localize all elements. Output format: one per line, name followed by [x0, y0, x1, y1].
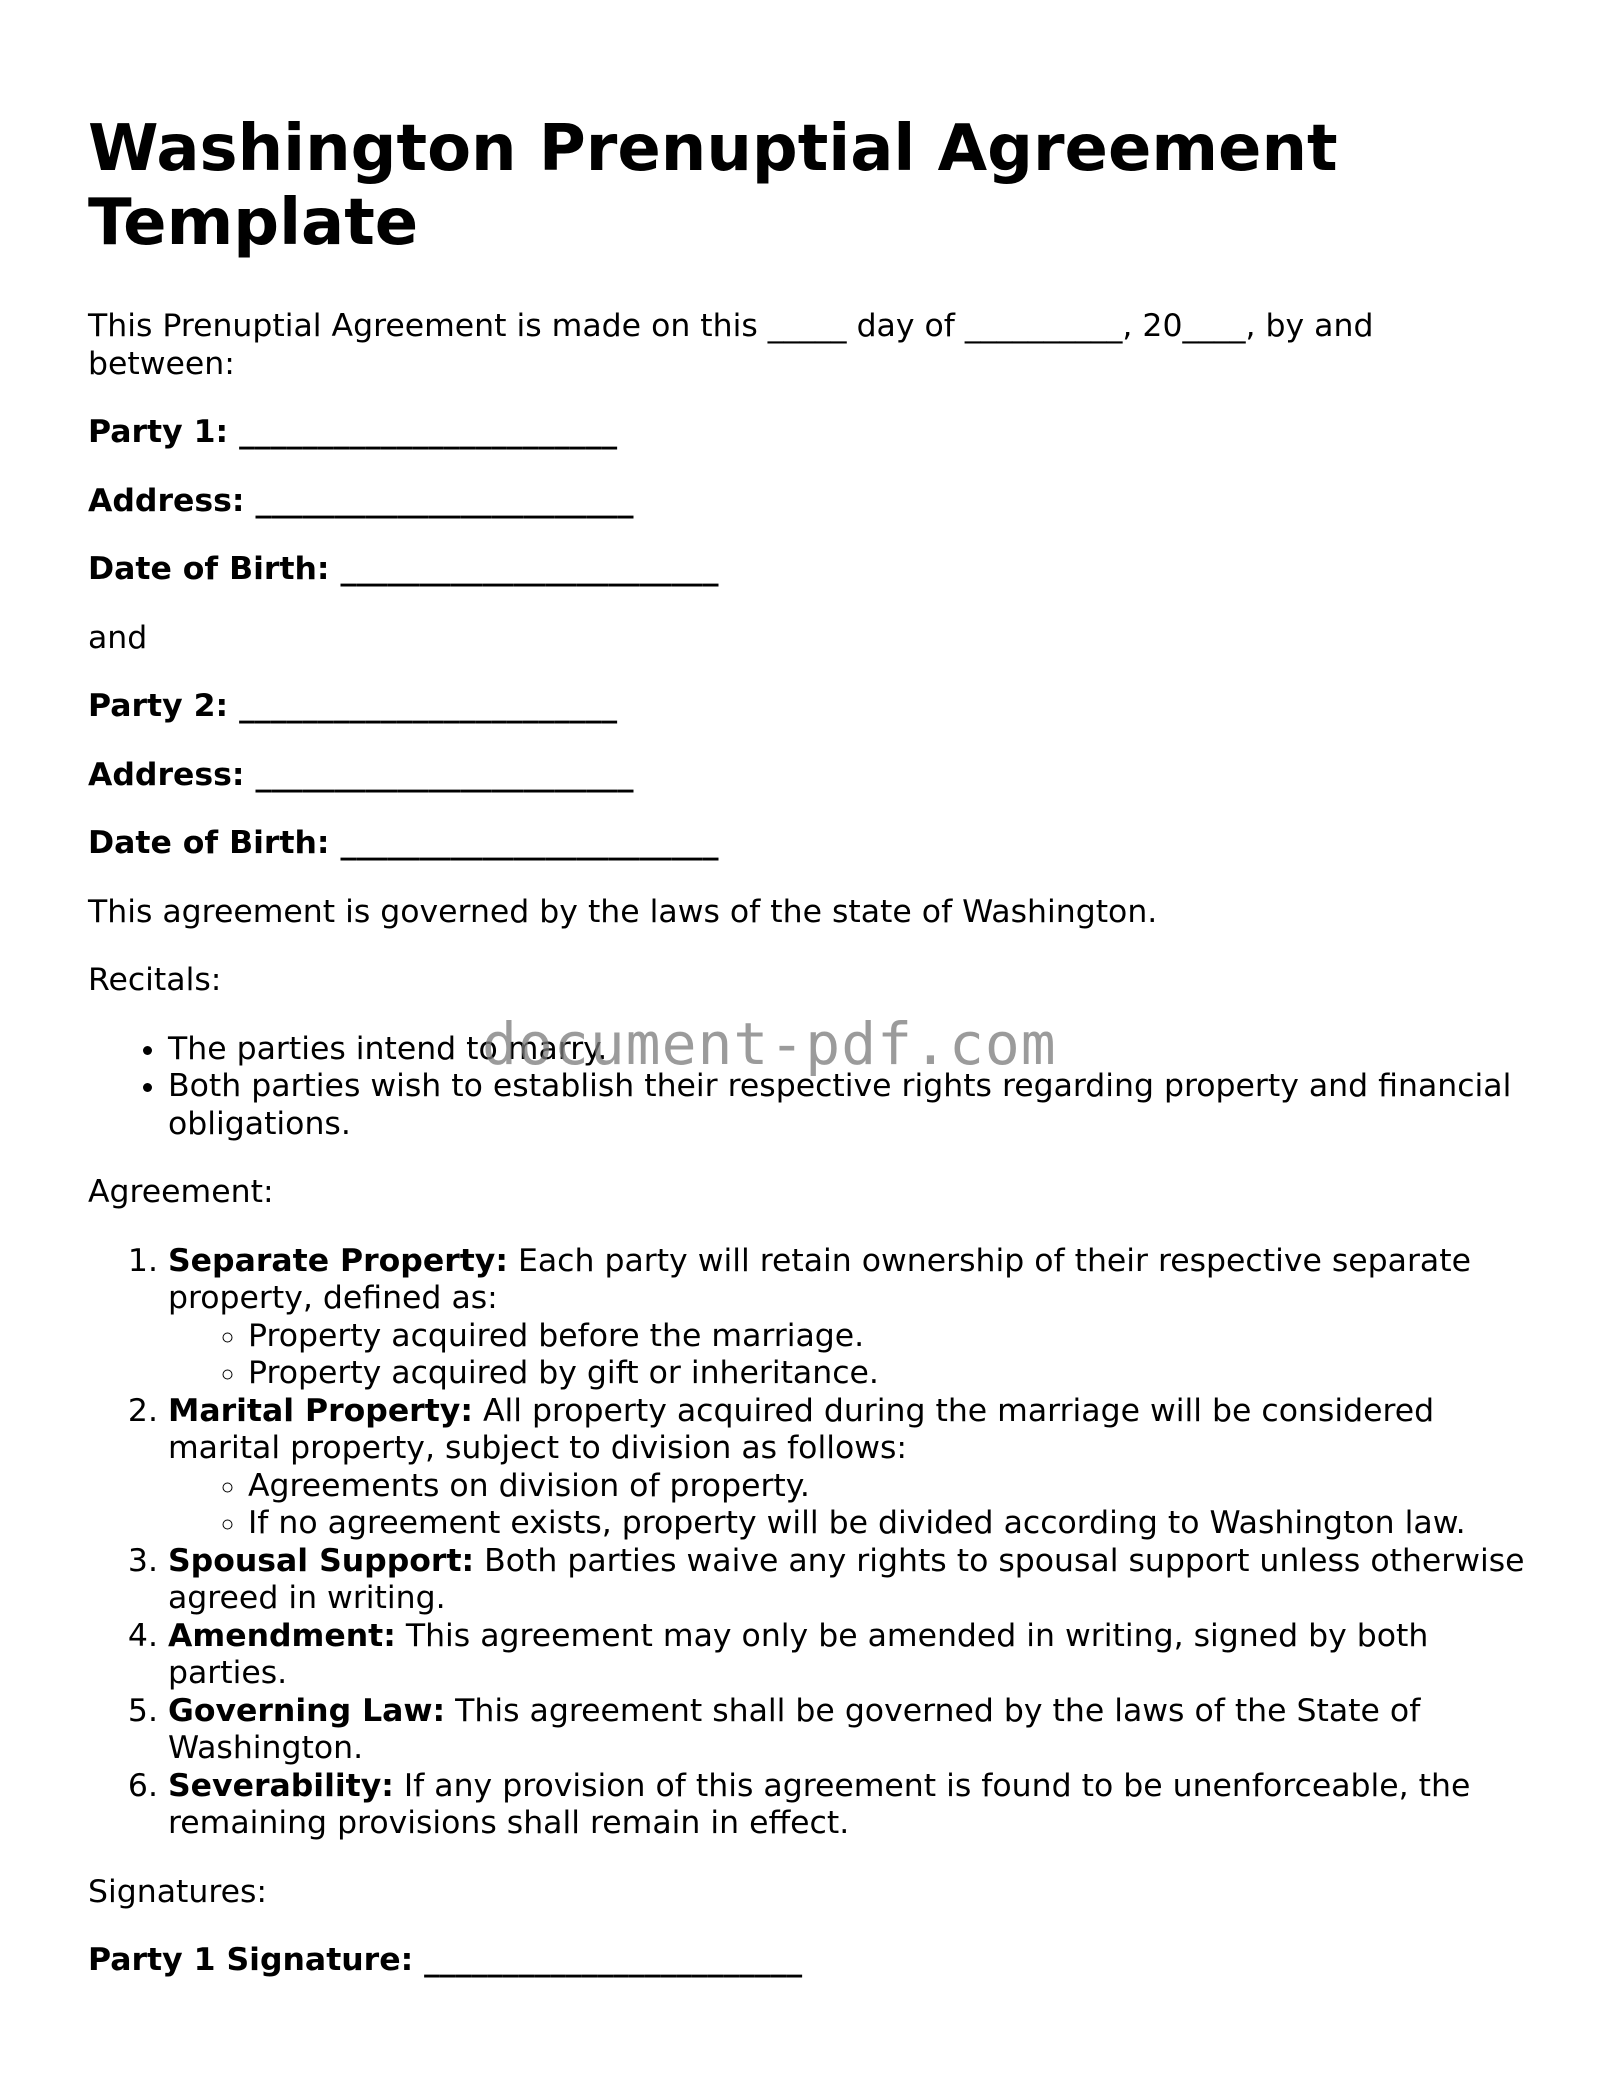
- term-subitems: [168, 1468, 1528, 1543]
- party2-name-field: [88, 688, 1528, 726]
- recital-item: • The parties intend to marry.: [168, 1031, 1528, 1069]
- term-text: Both parties waive any rights to spousal support unless otherwise agreed in writing.: [168, 1542, 1525, 1616]
- term-text: This agreement shall be governed by the laws of the State of Washington.: [168, 1692, 1421, 1766]
- term-title: Marital Property:: [168, 1392, 473, 1429]
- term-title: Severability:: [168, 1767, 394, 1804]
- term-amendment: [168, 1618, 1528, 1693]
- term-severability: [168, 1768, 1528, 1843]
- agreement-heading: Agreement:: [88, 1174, 274, 1210]
- party2-dob-label: Date of Birth: ________________________: [88, 825, 719, 861]
- term-marital-property: [168, 1393, 1528, 1543]
- party1-name-label: Party 1: ________________________: [88, 414, 618, 450]
- signatures-heading: Signatures:: [88, 1873, 267, 1910]
- term-text: If any provision of this agreement is found to be unenforceable, the remaining provisions shall remain in effect.: [168, 1767, 1471, 1841]
- party1-address-label: Address: ________________________: [88, 482, 634, 519]
- recital-item: • Both parties wish to establish their respective rights regarding property and financial obligations.: [168, 1068, 1528, 1143]
- party2-address-label: Address: ________________________: [88, 756, 634, 793]
- party2-name-label: Party 2: ________________________: [88, 688, 618, 724]
- term-title: Amendment:: [168, 1617, 396, 1654]
- term-spousal-support: [168, 1543, 1528, 1618]
- governing-statement: This agreement is governed by the laws of the state of Washington.: [88, 893, 1158, 930]
- party1-name-field: [88, 414, 1528, 452]
- term-title: Spousal Support:: [168, 1542, 475, 1579]
- term-subitem: ◦ Property acquired by gift or inheritance.: [248, 1355, 1528, 1393]
- party1-address-field: [88, 483, 1528, 521]
- recitals-list: [88, 1031, 1528, 1144]
- intro-paragraph: This Prenuptial Agreement is made on this _____ day of __________, 20____, by and between:: [88, 308, 1374, 382]
- recitals-heading: Recitals:: [88, 962, 222, 998]
- term-title: Governing Law:: [168, 1692, 446, 1729]
- term-subitem: ◦ Agreements on division of property.: [248, 1468, 1528, 1506]
- party2-address-field: [88, 757, 1528, 795]
- term-title: Separate Property:: [168, 1242, 508, 1279]
- document-page: [88, 112, 1528, 2011]
- agreement-terms-list: [88, 1243, 1528, 1843]
- term-text: All property acquired during the marriage will be considered marital property, subject to division as follows:: [168, 1392, 1435, 1466]
- term-separate-property: [168, 1243, 1528, 1393]
- party1-signature-label: Party 1 Signature: ________________________: [88, 1942, 803, 1978]
- party1-dob-label: Date of Birth: ________________________: [88, 551, 719, 587]
- conjunction-text: and: [88, 619, 148, 656]
- party1-dob-field: [88, 551, 1528, 589]
- term-subitem: ◦ Property acquired before the marriage.: [248, 1318, 1528, 1356]
- page-title: Washington Prenuptial Agreement Template: [88, 112, 1338, 260]
- term-subitem: ◦ If no agreement exists, property will be divided according to Washington law.: [248, 1505, 1528, 1543]
- term-text: This agreement may only be amended in writing, signed by both parties.: [168, 1617, 1429, 1691]
- term-governing-law: [168, 1693, 1528, 1768]
- term-text: Each party will retain ownership of their respective separate property, defined as:: [168, 1242, 1471, 1316]
- party1-signature-field: [88, 1942, 1528, 1980]
- term-subitems: [168, 1318, 1528, 1393]
- party2-dob-field: [88, 825, 1528, 863]
- watermark-text: document-pdf.com: [482, 1010, 1057, 1078]
